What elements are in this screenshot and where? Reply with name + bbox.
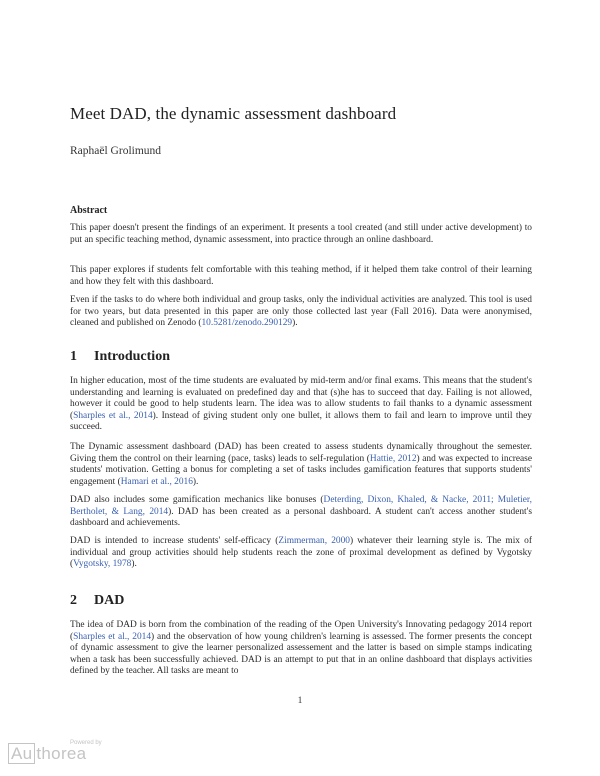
citation-link[interactable]: Zimmerman, 2000 <box>278 536 350 546</box>
abstract-paragraph: This paper explores if students felt comfortable with this teahing method, if it helped them take control of their learning and how they felt with this dashboard. <box>70 265 532 287</box>
section-title: DAD <box>94 593 125 608</box>
authorea-watermark <box>8 740 102 764</box>
abstract-paragraph: This paper doesn't present the findings of an experiment. It presents a tool created (and still under active development) to put an specific teaching method, dynamic assessment, into practice through an online dashboard. <box>70 223 532 245</box>
abstract-paragraph: Even if the tasks to do where both individual and group tasks, only the individual activities are analyzed. This tool is used for two years, but data presented in this paper are only those collected last year (Fall 2016). Data were anonymised, cleaned and published on Zenodo (10.5281/zenodo.290129). <box>70 295 532 329</box>
section-heading-introduction <box>70 349 170 365</box>
citation-link[interactable]: Hamari et al., 2016 <box>120 476 193 487</box>
citation-link[interactable]: Hattie, 2012 <box>369 453 417 464</box>
abstract-heading: Abstract <box>70 205 108 216</box>
citation-link[interactable]: 10.5281/zenodo.290129 <box>201 318 293 329</box>
paper-title: Meet DAD, the dynamic assessment dashboard <box>70 104 397 123</box>
section-title: Introduction <box>94 349 170 364</box>
citation-link[interactable]: Sharples et al., 2014 <box>73 410 153 421</box>
citation-link[interactable]: Vygotsky, 1978 <box>73 559 132 570</box>
citation-link[interactable]: Deterding, Dixon, Khaled, & Nacke, 2011; Muletier, Bertholet, & Lang, 2014 <box>70 495 532 517</box>
page-number: 1 <box>297 696 303 706</box>
authorea-logo-icon: Au thorea <box>8 744 86 763</box>
body-paragraph: DAD is intended to increase students' self-efficacy (Zimmerman, 2000) whatever their learning style is. The mix of individual and group activities should help students reach the zone of proximal development as defined by Vygotsky (Vygotsky, 1978). <box>70 536 532 570</box>
section-number: 1 <box>70 349 77 364</box>
body-paragraph: In higher education, most of the time students are evaluated by mid-term and/or final exams. This means that the student's understanding and learning is evaluated on predefined day and that (s)he has to succeed that day. Failing is not allowed, however it could be good to help students learn. The idea was to allow students to fail thanks to a dynamic assessment (Sharples et al., 2014). Instead of giving student only one bullet, it allows them to fail and learn to improve until they succeed. <box>70 376 532 433</box>
body-paragraph: The Dynamic assessment dashboard (DAD) has been created to assess students dynamically throughout the semester. Giving them the control on their learning (pace, tasks) leads to self-regulation (Hattie, 2012) and was expected to increase students' motivation. Getting a bonus for completing a set of tasks includes gamification features that supports students' engagement (Hamari et al., 2016). <box>70 442 532 487</box>
section-number: 2 <box>70 593 77 608</box>
watermark-caption: Powered by <box>70 740 102 746</box>
body-paragraph: DAD also includes some gamification mechanics like bonuses (Deterding, Dixon, Khaled, & Nacke, 2011; Muletier, Bertholet, & Lang, 2014). DAD has been created as a personal dashboard. A student can't access another student's dashboard and achievements. <box>70 495 532 529</box>
section-heading-dad <box>70 593 124 609</box>
citation-link[interactable]: Sharples et al., 2014 <box>73 631 152 642</box>
body-paragraph: The idea of DAD is born from the combination of the reading of the Open University's Innovating pedagogy 2014 report (Sharples et al., 2014) and the observation of how young children's learning is assessed. The former presents the concept of dynamic assessment to give the learner personalized assessement and the latter is based on simple stamps indicating when a task has been successfully achieved. DAD is an attempt to put that in an online dashboard that displays activities defined by the teacher. All tasks are meant to <box>70 620 532 677</box>
author-name: Raphaël Grolimund <box>70 145 162 157</box>
